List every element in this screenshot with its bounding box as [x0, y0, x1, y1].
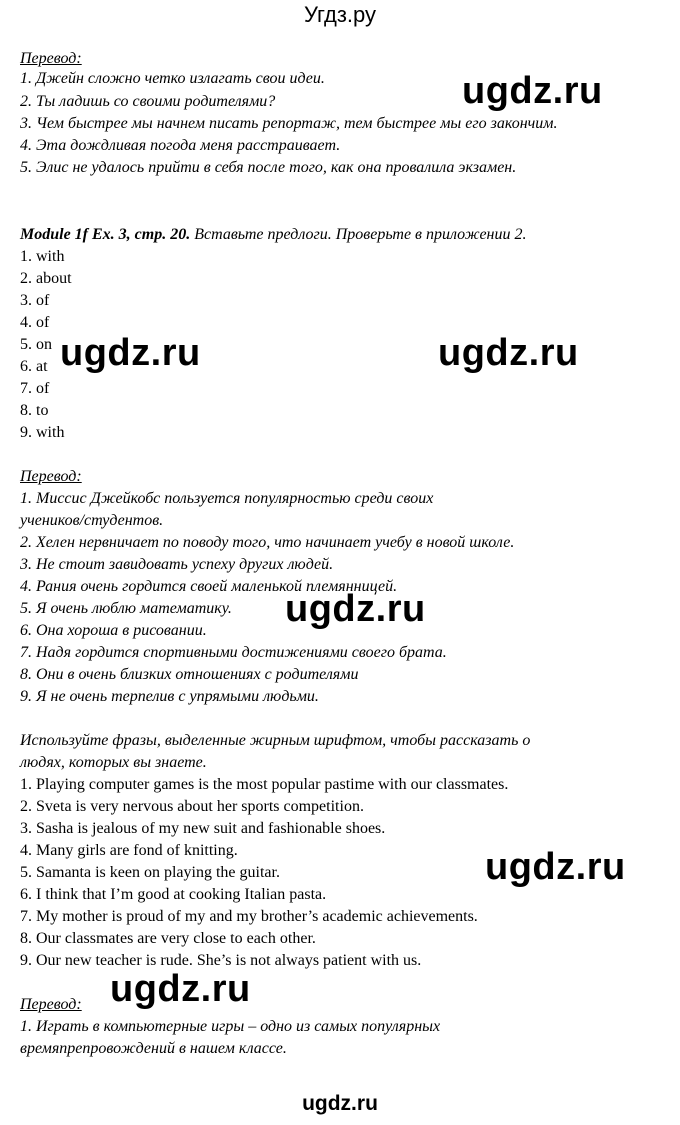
example-sentence: 7. My mother is proud of my and my brother’s academic achievements. — [20, 908, 478, 925]
example-sentence: 4. Many girls are fond of knitting. — [20, 842, 238, 859]
translation-line: 4. Эта дождливая погода меня расстраивает. — [20, 137, 341, 154]
task-instruction: людях, которых вы знаете. — [20, 754, 207, 771]
translation-line: 5. Элис не удалось прийти в себя после того, как она провалила экзамен. — [20, 159, 517, 176]
answer-item: 6. at — [20, 358, 48, 375]
exercise-heading — [20, 224, 526, 246]
translation-line: 5. Я очень люблю математику. — [20, 600, 232, 617]
answer-item: 8. to — [20, 402, 49, 419]
example-sentence: 8. Our classmates are very close to each other. — [20, 930, 316, 947]
translation-line: 6. Она хороша в рисовании. — [20, 622, 207, 639]
watermark: ugdz.ru — [285, 588, 426, 630]
answer-item: 4. of — [20, 314, 50, 331]
exercise-ref: Module 1f Ex. 3, стр. 20. — [20, 226, 191, 243]
translation-heading-2: Перевод: — [20, 468, 82, 485]
translation-line: 3. Чем быстрее мы начнем писать репортаж, тем быстрее мы его закончим. — [20, 115, 558, 132]
answer-item: 5. on — [20, 336, 52, 353]
answer-item: 2. about — [20, 270, 72, 287]
task-instruction: Используйте фразы, выделенные жирным шрифтом, чтобы рассказать о — [20, 732, 531, 749]
example-sentence: 6. I think that I’m good at cooking Italian pasta. — [20, 886, 327, 903]
watermark: ugdz.ru — [462, 70, 603, 112]
translation-line: времяпрепровождений в нашем классе. — [20, 1040, 287, 1057]
translation-line: 2. Ты ладишь со своими родителями? — [20, 93, 276, 110]
watermark: ugdz.ru — [110, 968, 251, 1010]
translation-heading-3: Перевод: — [20, 996, 82, 1013]
watermark: ugdz.ru — [485, 846, 626, 888]
translation-line: 4. Рания очень гордится своей маленькой племянницей. — [20, 578, 398, 595]
example-sentence: 9. Our new teacher is rude. She’s is not always patient with us. — [20, 952, 422, 969]
translation-line: 7. Надя гордится спортивными достижениями своего брата. — [20, 644, 447, 661]
translation-line: 1. Джейн сложно четко излагать свои идеи. — [20, 70, 325, 87]
translation-line: 1. Играть в компьютерные игры – одно из самых популярных — [20, 1018, 441, 1035]
translation-heading-1: Перевод: — [20, 50, 82, 67]
translation-line: 2. Хелен нервничает по поводу того, что начинает учебу в новой школе. — [20, 534, 515, 551]
translation-line: 9. Я не очень терпелив с упрямыми людьми. — [20, 688, 319, 705]
exercise-instruction: Вставьте предлоги. Проверьте в приложении 2. — [190, 226, 527, 243]
answer-item: 1. with — [20, 248, 65, 265]
answer-item: 7. of — [20, 380, 50, 397]
example-sentence: 3. Sasha is jealous of my new suit and fashionable shoes. — [20, 820, 386, 837]
example-sentence: 2. Sveta is very nervous about her sports competition. — [20, 798, 364, 815]
footer-site: ugdz.ru — [302, 1092, 378, 1115]
site-title: Угдз.ру — [303, 2, 377, 27]
example-sentence: 5. Samanta is keen on playing the guitar. — [20, 864, 280, 881]
translation-line: 1. Миссис Джейкобс пользуется популярностью среди своих — [20, 490, 434, 507]
translation-line: 8. Они в очень близких отношениях с родителями — [20, 666, 359, 683]
example-sentence: 1. Playing computer games is the most popular pastime with our classmates. — [20, 776, 509, 793]
translation-line: 3. Не стоит завидовать успеху других людей. — [20, 556, 334, 573]
watermark: ugdz.ru — [60, 332, 201, 374]
translation-line: учеников/студентов. — [20, 512, 164, 529]
watermark: ugdz.ru — [438, 332, 579, 374]
answer-item: 9. with — [20, 424, 65, 441]
answer-item: 3. of — [20, 292, 50, 309]
